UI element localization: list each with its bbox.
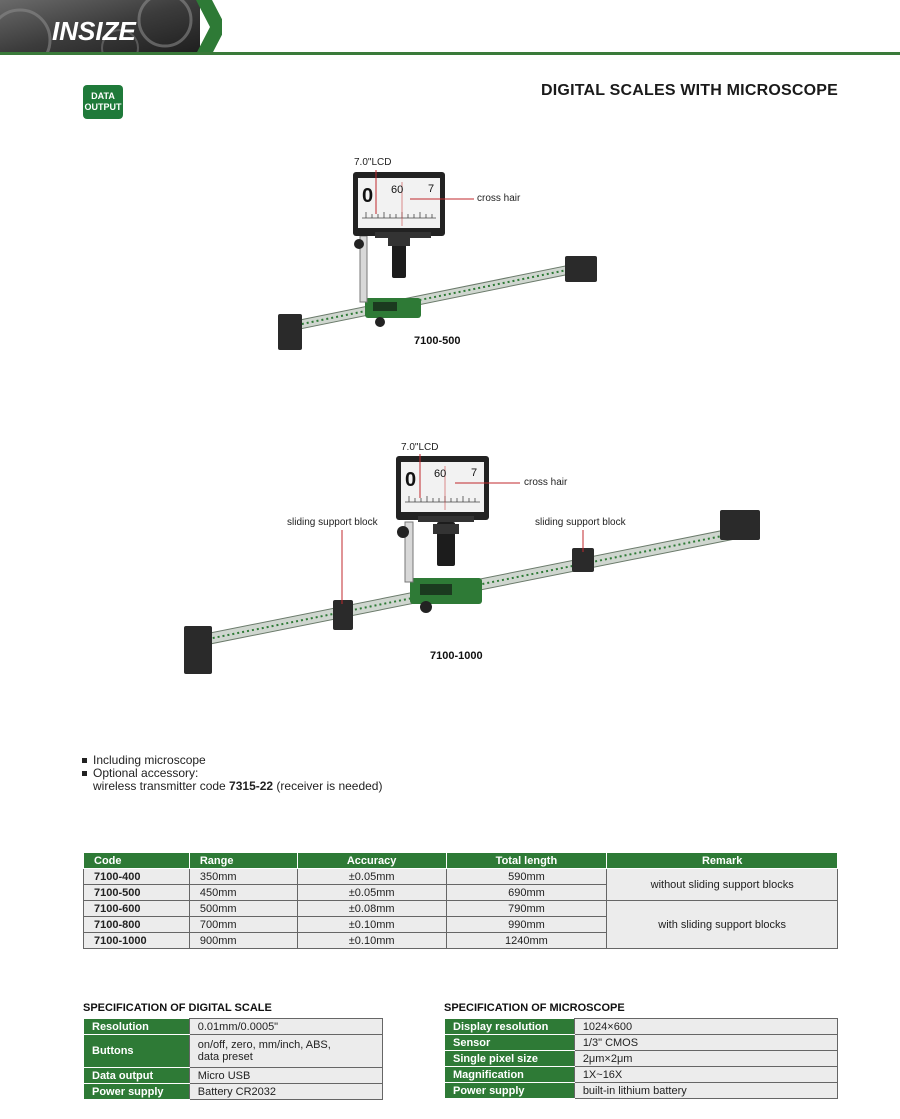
cell-accuracy: ±0.08mm — [297, 901, 446, 917]
spec-scale-title: SPECIFICATION OF DIGITAL SCALE — [83, 1002, 272, 1014]
cell-code: 7100-600 — [84, 901, 190, 917]
note-item: Including microscope — [82, 754, 382, 767]
cell-range: 350mm — [189, 869, 297, 885]
note-subitem — [82, 780, 382, 793]
table-row — [445, 1019, 838, 1035]
spec-key: Data output — [84, 1068, 190, 1084]
spec-key: Sensor — [445, 1035, 575, 1051]
fig2-support-left-label: sliding support block — [287, 517, 378, 528]
table-row — [84, 1035, 383, 1068]
spec-key: Buttons — [84, 1035, 190, 1068]
header-total-length: Total length — [446, 853, 607, 869]
spec-key: Resolution — [84, 1019, 190, 1035]
table-row — [84, 1084, 383, 1100]
page-title: DIGITAL SCALES WITH MICROSCOPE — [541, 82, 838, 99]
cell-range: 450mm — [189, 885, 297, 901]
spec-value: 2μm×2μm — [574, 1051, 837, 1067]
spec-value-line1: on/off, zero, mm/inch, ABS, — [197, 1039, 331, 1051]
spec-value: 1/3" CMOS — [574, 1035, 837, 1051]
table-row — [84, 901, 838, 917]
header-accuracy: Accuracy — [297, 853, 446, 869]
cell-accuracy: ±0.10mm — [297, 933, 446, 949]
table-row — [84, 1019, 383, 1035]
spec-key: Single pixel size — [445, 1051, 575, 1067]
cell-code: 7100-1000 — [84, 933, 190, 949]
table-header-row — [84, 853, 838, 869]
cell-range: 700mm — [189, 917, 297, 933]
spec-value — [189, 1035, 382, 1068]
cell-accuracy: ±0.10mm — [297, 917, 446, 933]
table-row — [84, 869, 838, 885]
spec-value: 1024×600 — [574, 1019, 837, 1035]
fig1-screen-mid: 60 — [391, 184, 404, 196]
fig2-model-label: 7100-1000 — [430, 650, 483, 662]
cell-total-length: 1240mm — [446, 933, 607, 949]
table-row — [445, 1051, 838, 1067]
spec-value: 1X~16X — [574, 1067, 837, 1083]
spec-value: built-in lithium battery — [574, 1083, 837, 1099]
feature-notes — [82, 754, 382, 793]
fig2-support-right-label: sliding support block — [535, 517, 626, 528]
model-table — [83, 852, 838, 949]
fig1-lcd-label: 7.0"LCD — [354, 157, 392, 168]
spec-value: 0.01mm/0.0005" — [189, 1019, 382, 1035]
spec-value-line2: data preset — [197, 1051, 253, 1063]
cell-total-length: 690mm — [446, 885, 607, 901]
fig1-screen-right: 7 — [428, 183, 435, 195]
spec-scale-table — [83, 1018, 383, 1100]
spec-microscope-title: SPECIFICATION OF MICROSCOPE — [444, 1002, 625, 1014]
spec-key: Power supply — [84, 1084, 190, 1100]
fig2-lcd-label: 7.0"LCD — [401, 442, 439, 453]
spec-key: Power supply — [445, 1083, 575, 1099]
cell-total-length: 990mm — [446, 917, 607, 933]
spec-microscope-table — [444, 1018, 838, 1099]
fig1-screen-left: 0 — [362, 185, 374, 207]
table-row — [84, 1068, 383, 1084]
header-code: Code — [84, 853, 190, 869]
badge-line2: OUTPUT — [84, 102, 122, 112]
table-row — [445, 1067, 838, 1083]
header-remark: Remark — [607, 853, 838, 869]
badge-line1: DATA — [91, 91, 115, 101]
cell-total-length: 590mm — [446, 869, 607, 885]
brand-logo: INSIZE — [52, 16, 136, 46]
cell-code: 7100-400 — [84, 869, 190, 885]
note-sub-code: 7315-22 — [229, 779, 274, 793]
cell-remark: with sliding support blocks — [607, 901, 838, 949]
table-row — [445, 1083, 838, 1099]
cell-total-length: 790mm — [446, 901, 607, 917]
fig2-crosshair-label: cross hair — [524, 477, 568, 488]
cell-code: 7100-500 — [84, 885, 190, 901]
table-row — [445, 1035, 838, 1051]
cell-range: 900mm — [189, 933, 297, 949]
fig1-crosshair-label: cross hair — [477, 193, 521, 204]
header-range: Range — [189, 853, 297, 869]
spec-value: Micro USB — [189, 1068, 382, 1084]
cell-accuracy: ±0.05mm — [297, 885, 446, 901]
cell-remark: without sliding support blocks — [607, 869, 838, 901]
cell-accuracy: ±0.05mm — [297, 869, 446, 885]
spec-key: Display resolution — [445, 1019, 575, 1035]
note-sub-post: (receiver is needed) — [273, 779, 383, 793]
fig2-screen-mid: 60 — [434, 468, 447, 480]
spec-key: Magnification — [445, 1067, 575, 1083]
figure1-scale — [278, 234, 597, 350]
cell-range: 500mm — [189, 901, 297, 917]
fig2-screen-left: 0 — [405, 469, 417, 491]
cell-code: 7100-800 — [84, 917, 190, 933]
fig2-screen-right: 7 — [471, 467, 478, 479]
fig1-model-label: 7100-500 — [414, 335, 461, 347]
note-sub-pre: wireless transmitter code — [93, 779, 230, 793]
spec-value: Battery CR2032 — [189, 1084, 382, 1100]
note-item: Optional accessory: — [82, 767, 382, 780]
